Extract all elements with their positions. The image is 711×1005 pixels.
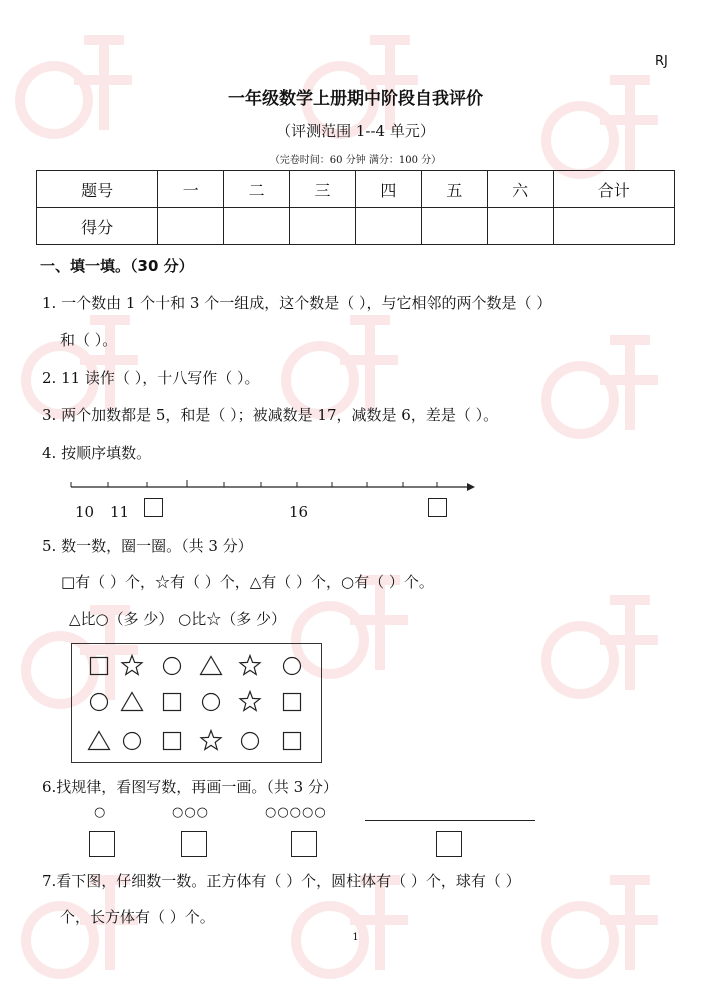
number-line-label: 11 <box>110 503 130 521</box>
watermark-logo <box>280 300 400 420</box>
circle-icon[interactable] <box>242 733 259 750</box>
triangle-icon[interactable] <box>122 693 143 711</box>
score-entry-cell[interactable] <box>355 208 421 245</box>
score-table <box>36 170 675 245</box>
table-cell: 二 <box>224 171 290 208</box>
pattern-group: ○ <box>94 805 107 820</box>
question-4: 4. 按顺序填数。 <box>42 444 152 462</box>
answer-box[interactable] <box>428 498 447 517</box>
section-heading: 一、填一填。（30 分） <box>40 257 194 275</box>
circle-icon[interactable] <box>164 658 181 675</box>
number-line-label: 10 <box>75 503 95 521</box>
watermark-logo <box>20 300 140 420</box>
square-icon[interactable] <box>164 733 181 750</box>
answer-box[interactable] <box>181 831 207 857</box>
answer-box[interactable] <box>144 498 163 517</box>
watermark-logo <box>540 580 660 700</box>
star-icon[interactable] <box>201 731 221 750</box>
watermark-logo <box>540 860 660 980</box>
number-line <box>65 476 477 496</box>
table-row <box>37 171 675 208</box>
question-5-count: □有（ ）个，☆有（ ）个，△有（ ）个，○有（ ）个。 <box>61 573 434 591</box>
answer-box[interactable] <box>89 831 115 857</box>
table-cell: 五 <box>421 171 487 208</box>
triangle-icon[interactable] <box>89 732 110 750</box>
page-title: 一年级数学上册期中阶段自我评价 <box>228 89 483 109</box>
page-number: 1 <box>352 932 359 943</box>
shape-grid-canvas <box>72 644 321 762</box>
table-row <box>37 208 675 245</box>
table-cell: 得分 <box>37 208 158 245</box>
pattern-group: ○○○○○ <box>265 805 327 820</box>
pattern-group: ○○○ <box>172 805 210 820</box>
circle-icon[interactable] <box>91 694 108 711</box>
answer-box[interactable] <box>291 831 317 857</box>
answer-box[interactable] <box>436 831 462 857</box>
table-cell: 一 <box>158 171 224 208</box>
time-note: （完卷时间：60 分钟 满分：100 分） <box>269 155 442 166</box>
score-entry-cell[interactable] <box>158 208 224 245</box>
score-entry-cell[interactable] <box>421 208 487 245</box>
question-1-line-1: 1. 一个数由 1 个十和 3 个一组成，这个数是（ ），与它相邻的两个数是（ ） <box>42 294 552 312</box>
question-3: 3. 两个加数都是 5，和是（ ）；被减数是 17，减数是 6，差是（ ）。 <box>42 406 499 424</box>
triangle-icon[interactable] <box>201 657 222 675</box>
watermark-logo <box>540 320 660 440</box>
circle-icon[interactable] <box>203 694 220 711</box>
version-tag: RJ <box>655 54 668 69</box>
question-2: 2. 11 读作（ ），十八写作（ ）。 <box>42 369 260 387</box>
score-entry-cell[interactable] <box>224 208 290 245</box>
circle-icon[interactable] <box>284 658 301 675</box>
shape-grid <box>71 643 322 763</box>
score-entry-cell[interactable] <box>290 208 356 245</box>
table-cell: 题号 <box>37 171 158 208</box>
table-cell: 三 <box>290 171 356 208</box>
square-icon[interactable] <box>164 694 181 711</box>
table-cell: 四 <box>355 171 421 208</box>
square-icon[interactable] <box>284 733 301 750</box>
star-icon[interactable] <box>240 656 260 675</box>
question-5: 5. 数一数，圈一圈。（共 3 分） <box>42 537 253 555</box>
star-icon[interactable] <box>240 692 260 711</box>
square-icon[interactable] <box>284 694 301 711</box>
table-cell: 合计 <box>553 171 674 208</box>
score-entry-cell[interactable] <box>553 208 674 245</box>
question-1-line-2: 和（ ）。 <box>60 331 118 349</box>
question-7-line-2: 个，长方体有（ ）个。 <box>60 908 215 926</box>
square-icon[interactable] <box>91 658 108 675</box>
circle-icon[interactable] <box>124 733 141 750</box>
score-entry-cell[interactable] <box>487 208 553 245</box>
exam-scope: （评测范围 1--4 单元） <box>276 122 435 140</box>
table-cell: 六 <box>487 171 553 208</box>
question-6: 6.找规律，看图写数，再画一画。（共 3 分） <box>42 778 338 796</box>
question-5-compare: △比○（多 少） ○比☆（多 少） <box>69 610 287 628</box>
number-line-label: 16 <box>289 503 309 521</box>
question-7-line-1: 7.看下图，仔细数一数。正方体有（ ）个，圆柱体有（ ）个，球有（ ） <box>42 872 521 890</box>
drawing-line[interactable] <box>365 820 535 821</box>
star-icon[interactable] <box>122 656 142 675</box>
